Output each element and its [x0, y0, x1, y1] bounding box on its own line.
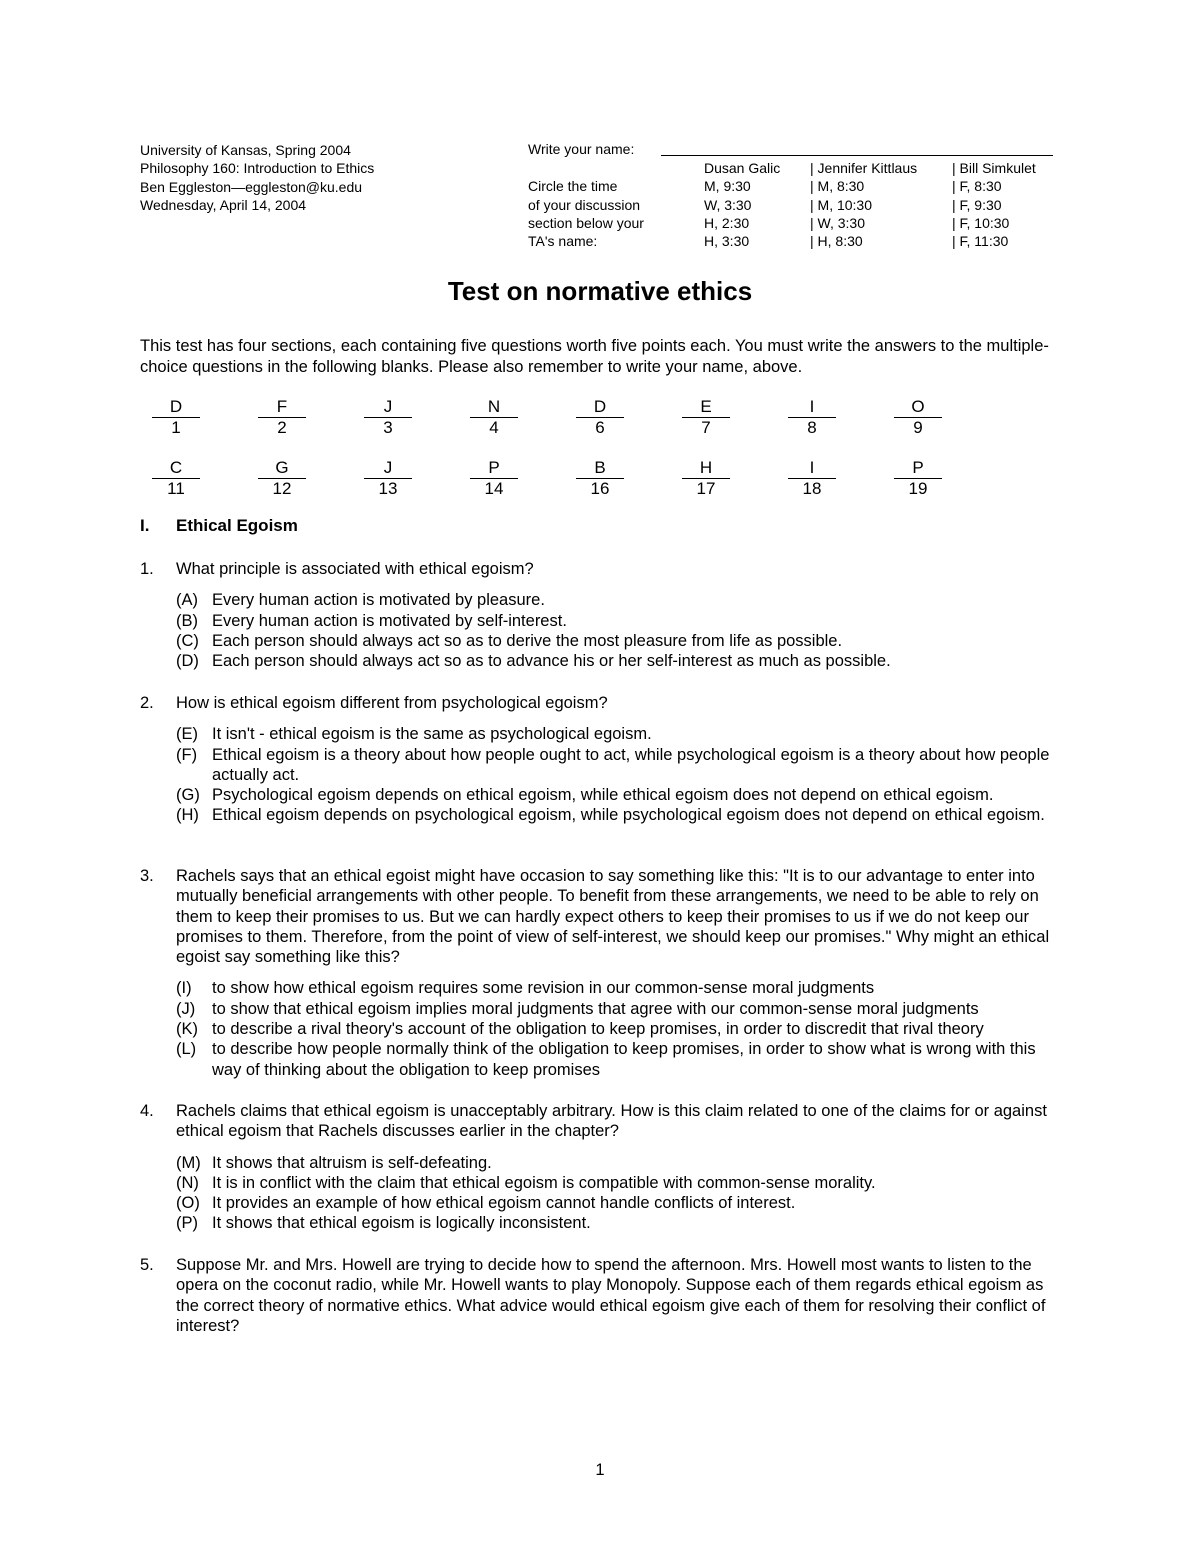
answer-letter: O	[894, 397, 942, 418]
option-text: Every human action is motivated by pleasure.	[212, 591, 545, 610]
answer-letter: I	[788, 458, 836, 479]
ta-row	[528, 232, 1062, 250]
ta-cell: | F, 11:30	[952, 233, 1009, 250]
option-text: Psychological egoism depends on ethical egoism, while ethical egoism does not depend on ethical egoism.	[212, 786, 994, 805]
option	[176, 805, 1060, 825]
answer-number: 11	[167, 479, 185, 498]
ta-cell: W, 3:30	[704, 196, 752, 213]
answer-number: 19	[908, 479, 928, 498]
question-text: How is ethical egoism different from psychological egoism?	[176, 694, 608, 712]
ta-cell: | Bill Simkulet	[952, 160, 1036, 176]
option-text: It is in conflict with the claim that ethical egoism is compatible with common-sense morality.	[212, 1173, 876, 1192]
answer-number: 16	[590, 479, 610, 498]
answer-letter: J	[364, 397, 412, 418]
ta-row	[528, 214, 1062, 232]
option-list	[176, 978, 1060, 1079]
ta-row	[528, 159, 1062, 177]
ta-cell: | F, 8:30	[952, 178, 1002, 195]
option	[176, 724, 1060, 744]
section-heading	[140, 516, 298, 536]
option	[176, 1193, 1060, 1213]
ta-cell: | F, 10:30	[952, 214, 1010, 231]
answer-number: 1	[171, 418, 181, 437]
answer-number: 2	[277, 418, 287, 437]
answer-letter: B	[576, 458, 624, 479]
course-info-line: Wednesday, April 14, 2004	[140, 196, 307, 213]
option-label: (D)	[176, 652, 199, 671]
course-info-line: University of Kansas, Spring 2004	[140, 142, 351, 158]
answer-number: 14	[484, 479, 504, 498]
option-text: to describe how people normally think of the obligation to keep promises, in order to show what is wrong with this way of thinking about the obligation to keep promises	[212, 1040, 1036, 1079]
ta-cell	[528, 159, 704, 177]
answer-letter: J	[364, 458, 412, 479]
option	[176, 1039, 1060, 1080]
option	[176, 978, 1060, 998]
question-text: What principle is associated with ethical egoism?	[176, 560, 534, 578]
answer-letter: I	[788, 397, 836, 418]
option-label: (K)	[176, 1020, 198, 1039]
option-text: It shows that altruism is self-defeating.	[212, 1153, 492, 1172]
course-info	[140, 141, 374, 214]
question	[140, 866, 1060, 1080]
answer-number: 8	[807, 418, 817, 437]
answer-letter: D	[576, 397, 624, 418]
option	[176, 785, 1060, 805]
ta-cell: H, 3:30	[704, 233, 750, 250]
option	[176, 651, 1060, 671]
option-label: (J)	[176, 999, 196, 1018]
option-text: It shows that ethical egoism is logically inconsistent.	[212, 1214, 591, 1233]
answer-letter: F	[258, 397, 306, 418]
answer-blank[interactable]	[670, 458, 742, 499]
answer-blank[interactable]	[882, 458, 954, 499]
course-info-line: Ben Eggleston—eggleston@ku.edu	[140, 178, 363, 195]
option	[176, 1173, 1060, 1193]
option-label: (B)	[176, 611, 198, 630]
option-label: (C)	[176, 631, 199, 650]
answer-number: 6	[595, 418, 605, 437]
answer-blank[interactable]	[352, 458, 424, 499]
answer-blank[interactable]	[564, 458, 636, 499]
page-title: Test on normative ethics	[447, 276, 753, 306]
answer-blank[interactable]	[140, 458, 212, 499]
answer-blank[interactable]	[670, 397, 742, 438]
question	[140, 1101, 1060, 1234]
ta-row	[528, 196, 1062, 214]
option-list	[176, 1153, 1060, 1234]
option-text: Ethical egoism depends on psychological egoism, while psychological egoism does not depend on ethical egoism.	[212, 806, 1045, 825]
question	[140, 1255, 1060, 1336]
option-text: to show how ethical egoism requires some revision in our common-sense moral judgments	[212, 979, 875, 998]
answer-blank[interactable]	[882, 397, 954, 438]
option	[176, 745, 1060, 786]
question-number: 5.	[140, 1256, 154, 1274]
option	[176, 999, 1060, 1019]
ta-section-table	[528, 159, 1062, 250]
option	[176, 590, 1060, 610]
ta-row	[528, 177, 1062, 195]
question-number: 4.	[140, 1102, 154, 1120]
option-text: It isn't - ethical egoism is the same as psychological egoism.	[212, 725, 652, 744]
answer-number: 17	[696, 479, 716, 498]
ta-cell: | Jennifer Kittlaus	[810, 160, 918, 176]
answer-letter: D	[152, 397, 200, 418]
answer-letter: P	[894, 458, 942, 479]
question	[140, 693, 1060, 826]
option	[176, 631, 1060, 651]
answer-letter: G	[258, 458, 306, 479]
section-title: Ethical Egoism	[176, 516, 298, 535]
answer-number: 13	[378, 479, 398, 498]
instructions: This test has four sections, each containing five questions worth five points each. You must write the answers to the multiple-choice questions in the following blanks. Please also remember to write your name, above.	[140, 337, 1049, 376]
answer-blank[interactable]	[246, 458, 318, 499]
section-number: I.	[140, 516, 150, 535]
ta-cell: TA's name:	[528, 233, 598, 250]
option-label: (E)	[176, 725, 198, 744]
question	[140, 559, 1060, 671]
ta-cell: | W, 3:30	[810, 214, 865, 231]
question-text: Rachels says that an ethical egoist might have occasion to say something like this: "It is to our advantage to enter into mutually beneficial arrangements with other people. To benefit from these arrangements, we need to be able to rely on them to keep their promises to us. But we can hardly expect others to keep their promises to us if we do not keep our promises to them. Therefore, from the point of view of self-interest, we should keep our promises." Why might an ethical egoist say something like this?	[176, 867, 1050, 967]
answer-blank[interactable]	[352, 397, 424, 438]
question-number: 2.	[140, 694, 154, 712]
course-info-line: Philosophy 160: Introduction to Ethics	[140, 160, 375, 177]
answer-blank[interactable]	[140, 397, 212, 438]
option-text: Ethical egoism is a theory about how people ought to act, while psychological egoism is a theory about how people actually act.	[212, 745, 1050, 784]
option-list	[176, 590, 1060, 671]
answer-number: 12	[272, 479, 292, 498]
answer-blank[interactable]	[458, 397, 530, 438]
option	[176, 611, 1060, 631]
option-list	[176, 724, 1060, 825]
ta-cell: | F, 9:30	[952, 196, 1002, 213]
answer-letter: P	[470, 458, 518, 479]
option-label: (A)	[176, 591, 198, 610]
option-label: (L)	[176, 1040, 197, 1059]
option	[176, 1213, 1060, 1233]
option-text: Each person should always act so as to derive the most pleasure from life as possible.	[212, 631, 843, 650]
answer-blank[interactable]	[776, 397, 848, 438]
answer-letter: H	[682, 458, 730, 479]
option-label: (M)	[176, 1153, 201, 1172]
ta-cell: Circle the time	[528, 178, 618, 195]
ta-cell: of your discussion	[528, 196, 641, 213]
ta-cell: | H, 8:30	[810, 233, 863, 250]
answer-blank[interactable]	[246, 397, 318, 438]
page-number: 1	[595, 1461, 605, 1479]
answer-number: 7	[701, 418, 711, 437]
answer-number: 3	[383, 418, 393, 437]
ta-cell: | M, 10:30	[810, 196, 873, 213]
option-label: (F)	[176, 745, 198, 764]
ta-cell: M, 9:30	[704, 178, 751, 195]
answer-letter: C	[152, 458, 200, 479]
option-label: (I)	[176, 979, 192, 998]
ta-cell: section below your	[528, 214, 644, 231]
question-number: 1.	[140, 560, 154, 578]
ta-cell: Dusan Galic	[704, 160, 781, 176]
option-label: (G)	[176, 786, 200, 805]
question-number: 3.	[140, 867, 154, 885]
question-text: Rachels claims that ethical egoism is unacceptably arbitrary. How is this claim related to one of the claims for or against ethical egoism that Rachels discusses earlier in the chapter?	[176, 1102, 1047, 1141]
name-field[interactable]	[661, 155, 1053, 156]
option-label: (O)	[176, 1194, 200, 1213]
option	[176, 1153, 1060, 1173]
ta-cell: | M, 8:30	[810, 178, 865, 195]
answer-blank[interactable]	[564, 397, 636, 438]
answer-letter: N	[470, 397, 518, 418]
option-label: (N)	[176, 1173, 199, 1192]
answer-blank[interactable]	[458, 458, 530, 499]
option-text: to describe a rival theory's account of the obligation to keep promises, in order to discredit that rival theory	[212, 1020, 984, 1039]
option-text: Every human action is motivated by self-interest.	[212, 611, 567, 630]
name-label: Write your name:	[528, 141, 635, 157]
answer-number: 4	[489, 418, 499, 437]
option-text: to show that ethical egoism implies moral judgments that agree with our common-sense moral judgments	[212, 999, 979, 1018]
option-label: (P)	[176, 1214, 198, 1233]
option-label: (H)	[176, 806, 199, 825]
answer-blank[interactable]	[776, 458, 848, 499]
ta-cell: H, 2:30	[704, 214, 750, 231]
option-text: Each person should always act so as to advance his or her self-interest as much as possible.	[212, 652, 891, 671]
option	[176, 1019, 1060, 1039]
question-text: Suppose Mr. and Mrs. Howell are trying to decide how to spend the afternoon. Mrs. Howell most wants to listen to the opera on the coconut radio, while Mr. Howell wants to play Monopoly. Suppose each of them regards ethical egoism as the correct theory of normative ethics. What advice would ethical egoism give each of them for resolving their conflict of interest?	[176, 1256, 1046, 1335]
answer-number: 9	[913, 418, 923, 437]
option-text: It provides an example of how ethical egoism cannot handle conflicts of interest.	[212, 1194, 796, 1213]
answer-number: 18	[802, 479, 822, 498]
answer-letter: E	[682, 397, 730, 418]
